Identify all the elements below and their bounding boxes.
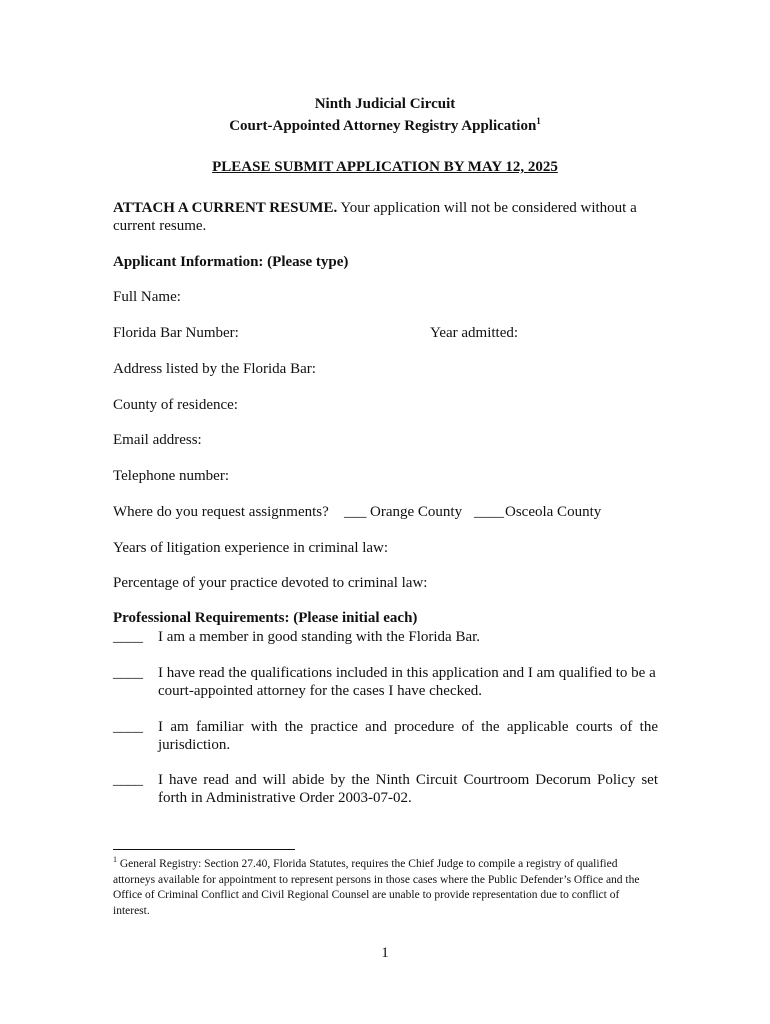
form-title-text: Court-Appointed Attorney Registry Application [229, 118, 537, 134]
footnote-mark: 1 [113, 855, 117, 865]
year-admitted-label: Year admitted: [430, 325, 519, 341]
requirement-text: I am familiar with the practice and procedure of the applicable courts of the jurisdiction. [158, 719, 658, 753]
applicant-section-heading: Applicant Information: (Please type) [113, 254, 349, 270]
orange-county-option: Orange County [370, 504, 463, 520]
resume-notice-bold: ATTACH A CURRENT RESUME. [113, 200, 338, 216]
footnote-text: General Registry: Section 27.40, Florida Statutes, requires the Chief Judge to compile a registry of qualified attorneys available for appointment to represent persons in those cases where the Public Defender’s Office and the Office of Criminal Conflict and Civil Regional Counsel are unable to provide representation due to conflict of interest. [113, 858, 640, 917]
orange-county-blank[interactable]: ___ [344, 504, 367, 520]
requirement-initial-blank[interactable]: ____ [113, 629, 143, 645]
full-name-label: Full Name: [113, 289, 181, 305]
court-name: Ninth Judicial Circuit [314, 96, 456, 112]
requirement-initial-blank[interactable]: ____ [113, 665, 143, 681]
title-footnote-mark: 1 [536, 116, 541, 126]
osceola-county-blank[interactable]: ____ [474, 504, 504, 520]
telephone-label: Telephone number: [113, 468, 229, 484]
requirement-text: I have read the qualifications included in this application and I am qualified to be a court-appointed attorney for the cases I have checked. [158, 665, 656, 699]
litigation-experience-label: Years of litigation experience in criminal law: [113, 540, 389, 556]
submission-deadline: PLEASE SUBMIT APPLICATION BY MAY 12, 2025 [212, 159, 558, 175]
osceola-county-option: Osceola County [505, 504, 602, 520]
practice-percentage-label: Percentage of your practice devoted to criminal law: [113, 575, 428, 591]
footnote [113, 857, 658, 919]
page-number: 1 [381, 945, 389, 961]
county-label: County of residence: [113, 397, 238, 413]
form-title [0, 117, 770, 135]
requirement-text: I have read and will abide by the Ninth Circuit Courtroom Decorum Policy set forth in Administrative Order 2003-07-02. [158, 772, 658, 806]
resume-notice-text: Your application will not be considered without a current resume. [113, 200, 637, 234]
requirement-initial-blank[interactable]: ____ [113, 719, 143, 735]
email-label: Email address: [113, 432, 202, 448]
footnote-divider [113, 849, 295, 850]
requirements-section-heading: Professional Requirements: (Please initial each) [113, 610, 418, 626]
bar-number-label: Florida Bar Number: [113, 325, 239, 341]
address-label: Address listed by the Florida Bar: [113, 361, 316, 377]
assignment-question: Where do you request assignments? [113, 504, 329, 520]
requirement-text: I am a member in good standing with the Florida Bar. [158, 629, 481, 645]
resume-notice [113, 199, 658, 235]
requirement-initial-blank[interactable]: ____ [113, 772, 143, 788]
